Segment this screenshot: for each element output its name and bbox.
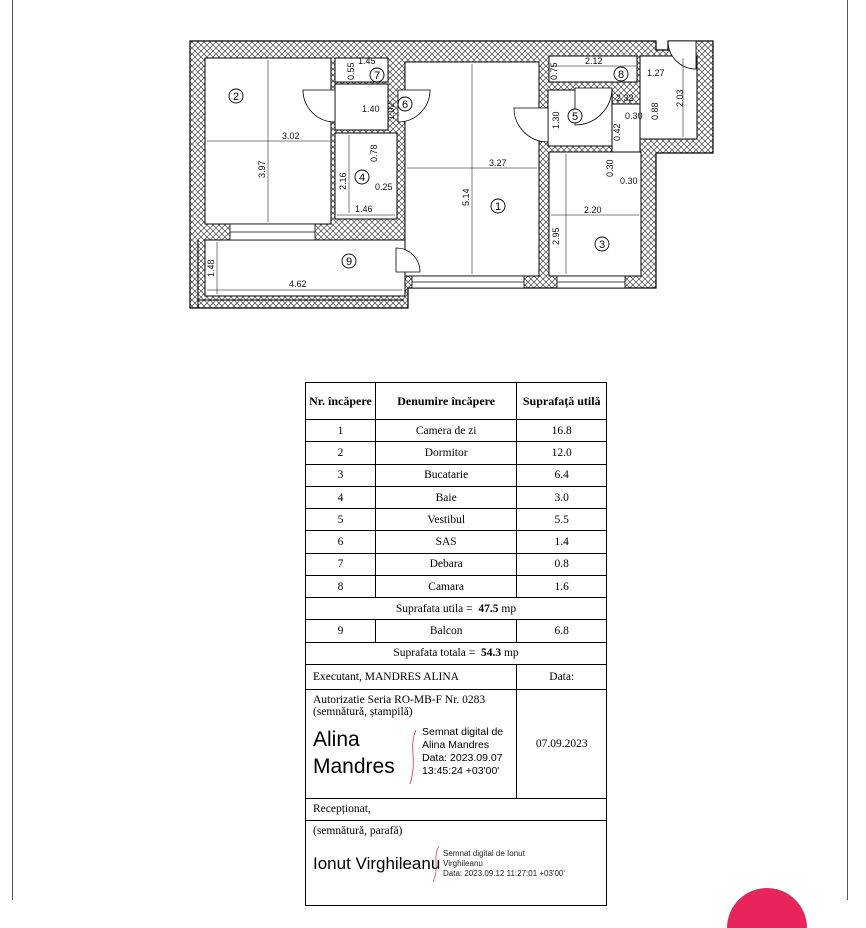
signature-stroke-icon bbox=[429, 845, 441, 883]
table-row: 1 Camera de zi 16.8 bbox=[306, 420, 607, 442]
svg-text:2: 2 bbox=[232, 91, 240, 103]
rooms-table bbox=[305, 382, 607, 906]
dim-label: 0.30 bbox=[605, 159, 615, 177]
table-row: 6 SAS 1.4 bbox=[306, 531, 607, 553]
floor-plan bbox=[0, 0, 866, 380]
useful-area-value: 47.5 bbox=[478, 602, 499, 615]
date-value: 07.09.2023 bbox=[517, 689, 607, 798]
svg-text:3: 3 bbox=[598, 239, 606, 251]
date-label: Data: bbox=[517, 664, 607, 689]
table-row: 4 Baie 3.0 bbox=[306, 486, 607, 508]
header-nr: Nr. încăpere bbox=[306, 383, 376, 420]
dim-label: 1.46 bbox=[355, 204, 373, 214]
dim-label: 2.16 bbox=[338, 172, 348, 190]
dim-label: 3.27 bbox=[489, 158, 507, 168]
sign-note: (semnătură, ștampilă) bbox=[313, 705, 413, 718]
balcony-row: 9 Balcon 6.8 bbox=[306, 620, 607, 642]
dim-label: 0.30 bbox=[620, 176, 638, 186]
executant-label: Executant, MANDRES ALINA bbox=[306, 664, 517, 689]
dim-label: 0.88 bbox=[650, 102, 660, 120]
signature-last-name: Mandres bbox=[313, 754, 395, 778]
receptionat-label: Recepționat, bbox=[306, 798, 607, 820]
table-row: 3 Bucatarie 6.4 bbox=[306, 464, 607, 486]
total-area-row: Suprafata totala = 54.3 mp bbox=[306, 642, 607, 664]
dim-label: 1.27 bbox=[647, 68, 665, 78]
dim-label: 2.03 bbox=[675, 89, 685, 107]
executant-signature-block: Autorizatie Seria RO-MB-F Nr. 0283 (semnătură, ștampilă) Alina Mandres Semnat digital de Alina Mandres Data: 2023.09.07 13:45:24 +03'00' bbox=[306, 689, 517, 798]
dim-label: 5.14 bbox=[461, 188, 471, 206]
dim-label: 2.20 bbox=[584, 205, 602, 215]
svg-text:9: 9 bbox=[345, 256, 353, 268]
table-row: 7 Debara 0.8 bbox=[306, 553, 607, 575]
dim-label: 0.30 bbox=[625, 111, 643, 121]
dim-label: 1.48 bbox=[206, 259, 216, 277]
authorization-text: Autorizatie Seria RO-MB-F Nr. 0283 bbox=[313, 693, 486, 706]
svg-text:8: 8 bbox=[617, 69, 625, 81]
table-row: 2 Dormitor 12.0 bbox=[306, 442, 607, 464]
dim-label: 2.12 bbox=[585, 56, 603, 66]
dim-label: 2.95 bbox=[551, 227, 561, 245]
dim-label: 0.42 bbox=[612, 123, 622, 141]
dim-label: 1.45 bbox=[358, 56, 376, 66]
receptionat-sign-note: (semnătură, parafă) bbox=[313, 824, 403, 837]
header-name: Denumire încăpere bbox=[375, 383, 517, 420]
dim-label: 0.25 bbox=[375, 182, 393, 192]
stamp-mark bbox=[727, 888, 807, 928]
receptionat-signature-name: Ionut Virghileanu bbox=[313, 854, 441, 874]
dim-label: 2.32 bbox=[616, 93, 634, 103]
table-row: 5 Vestibul 5.5 bbox=[306, 509, 607, 531]
dim-label: 0.55 bbox=[346, 62, 356, 80]
svg-text:1: 1 bbox=[494, 201, 502, 213]
dim-label: 3.97 bbox=[257, 160, 267, 178]
svg-text:4: 4 bbox=[358, 172, 366, 184]
header-area: Suprafață utilă bbox=[517, 383, 607, 420]
dim-label: 0.75 bbox=[549, 62, 559, 80]
dim-label: 3.02 bbox=[282, 131, 300, 141]
svg-text:5: 5 bbox=[571, 111, 579, 123]
dim-label: 0.78 bbox=[369, 144, 379, 162]
svg-text:6: 6 bbox=[401, 99, 409, 111]
dim-label: 4.62 bbox=[289, 279, 307, 289]
useful-area-row: Suprafata utila = 47.5 mp bbox=[306, 598, 607, 620]
dim-label: 1.40 bbox=[362, 104, 380, 114]
table-row: 8 Camara 1.6 bbox=[306, 576, 607, 598]
receptionat-signature-block: (semnătură, parafă) Ionut Virghileanu Semnat digital de Ionut Virghileanu Data: 2023.09.12 11:27:01 +03'00' bbox=[306, 820, 607, 905]
svg-text:7: 7 bbox=[373, 70, 381, 82]
total-area-value: 54.3 bbox=[480, 647, 502, 660]
signature-first-name: Alina bbox=[313, 727, 360, 751]
signature-stroke-icon bbox=[404, 728, 418, 786]
dim-label: 1.30 bbox=[551, 111, 561, 129]
dim-label: 1.02 bbox=[386, 102, 396, 120]
